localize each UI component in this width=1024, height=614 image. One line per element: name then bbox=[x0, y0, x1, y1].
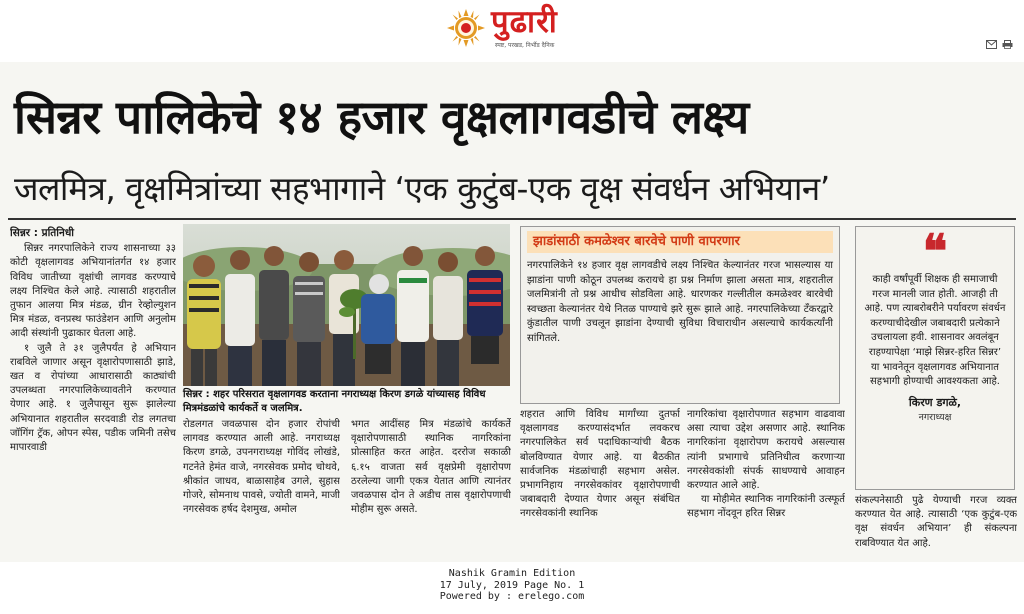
paragraph: शहरात आणि विविध मार्गांच्या दुतर्फा वृक्षलागवड करण्यासंदर्भात लवकरच नगरपालिकेत सर्व पदाधिकाऱ्यांची बैठक बोलविण्यात येणार आहे. या बैठकीत सार्वजनिक मंडळांचाही सहभाग असेल. प्रभागनिहाय नगरसेवकांवर वृक्षारोपणाची जबाबदारी देण्यात येणार असून संबंधित नगरसेवकांनी स्थानिक bbox=[520, 409, 680, 520]
quote-mark-icon: ❝ bbox=[922, 224, 948, 278]
quote-box bbox=[855, 226, 1015, 490]
box-body: नगरपालिकेने १४ हजार वृक्ष लागवडीचे लक्ष्य निश्चित केल्यानंतर गरज भासल्यास या झाडांना पाणी कोठून उपलब्ध करायचे हा प्रश्न निर्माण झाला असता मात्र, शहरातील जलमित्रांनी तो प्रश्न आधीच सोडविला आहे. धारणकर गल्लीतील कमळेश्वर बारवेची स्वच्छता केल्यानंतर येथे नितळ पाण्याचे झरे सुरू झाले आहे. नगरपालिकेच्या टॅंकरद्वारे कुंडातील पाणी उचलून झाडांना देण्याची सुविधा विचाराधीन असल्याचे कार्यकर्त्यांनी सांगितले. bbox=[527, 260, 833, 344]
edition-date-page: 17 July, 2019 Page No. 1 bbox=[439, 579, 585, 591]
photo-caption: सिन्नर : शहर परिसरात वृक्षलागवड करताना नगराध्यक्ष किरण डगळे यांच्यासह विविध मित्रमंडळांचे कार्यकर्ते व जलमित्र. bbox=[183, 389, 486, 414]
article-column-5 bbox=[687, 408, 845, 560]
article-column-6 bbox=[855, 494, 1017, 560]
quote-text: काही वर्षांपूर्वी शिक्षक ही समाजाची गरज मानली जात होती. आजही ती आहे. पण त्याबरोबरीने पर्यावरण संवर्धन करण्याचीदेखील जबाबदारी प्रत्येकाने उचलायला हवी. शासनावर अवलंबून राहण्यापेक्षा ‘माझे सिन्नर-हरित सिन्नर’ या भावनेतून वृक्षलागवड अभियानात सहभागी होण्याची आवश्यकता आहे. bbox=[864, 274, 1006, 388]
article-column-3 bbox=[351, 418, 511, 560]
paragraph: भगत आदींसह मित्र मंडळांचे कार्यकर्ते वृक्षारोपणासाठी स्थानिक नागरिकांना प्रोत्साहित करत आहेत. दररोज सकाळी ६.१५ वाजता सर्व वृक्षप्रेमी वृक्षारोपण ठरलेल्या जागी एकत्र येतात आणि त्यानंतर जवळपास दोन ते अडीच तास वृक्षारोपणाची मोहीम सुरू असते. bbox=[351, 419, 511, 516]
paragraph: या मोहीमेत स्थानिक नागरिकांनी उत्स्फूर्त सहभाग नोंदवून हरित सिन्नर bbox=[687, 494, 845, 520]
sidebar-story-box bbox=[520, 226, 840, 404]
sun-emblem-icon bbox=[446, 8, 486, 48]
article-subheadline: जलमित्र, वृक्षमित्रांच्या सहभागाने ‘एक कुटुंब-एक वृक्ष संवर्धन अभियान’ bbox=[14, 169, 830, 208]
paragraph: रोडलगत जवळपास दोन हजार रोपांची लागवड करण्यात आली आहे. नगराध्यक्ष किरण डगळे, उपनगराध्यक्ष गोविंद लोखंडे, गटनेते हेमंत वाजे, नगरसेवक प्रमोद चोथवे, श्रीकांत जाधव, बाळासाहेब उगले, सुहास गोजरे, सोमनाथ पावसे, ज्योती वामने, माजी नगरसेवक हर्षद देशमुख, अमोल bbox=[183, 419, 340, 516]
quote-author-role: नगराध्यक्ष bbox=[918, 411, 952, 423]
box-title: झाडांसाठी कमळेश्वर बारवेचे पाणी वापरणार bbox=[527, 231, 833, 253]
divider bbox=[8, 218, 1016, 220]
mail-icon[interactable] bbox=[986, 40, 997, 49]
edition-name: Nashik Gramin Edition bbox=[448, 568, 576, 579]
news-photo bbox=[183, 224, 510, 386]
edition-footer bbox=[0, 562, 1024, 614]
paragraph: संकल्पनेसाठी पुढे येण्याची गरज व्यक्त करण्यात येत आहे. त्यासाठी ‘एक कुटुंब-एक वृक्ष संवर्धन अभियान’ ही संकल्पना राबविण्यात येत आहे. bbox=[855, 495, 1017, 549]
quote-author: किरण डगळे, bbox=[908, 395, 962, 409]
article-headline: सिन्नर पालिकेचे १४ हजार वृक्षलागवडीचे लक्ष्य bbox=[14, 90, 749, 144]
print-icon[interactable] bbox=[1002, 40, 1013, 49]
paragraph: नागरिकांचा वृक्षारोपणात सहभाग वाढवावा असा त्याचा उद्देश असणार आहे. स्थानिक नागरिकांना वृक्षारोपण करायचे असल्यास त्यांनी प्रभागाचे प्रतिनिधीत्व करणाऱ्या नगरसेवकांशी संपर्क साधण्याचे आवाहन करण्यात आले आहे. bbox=[687, 409, 845, 492]
photo bbox=[183, 224, 510, 386]
article-column-1 bbox=[10, 226, 176, 560]
powered-by-link[interactable]: Powered by : erelego.com bbox=[439, 591, 585, 602]
paragraph: १ जुलै ते ३१ जुलैपर्यंत हे अभियान राबविले जाणार असून वृक्षारोपणासाठी झाडे, खत व रोपांच्या आधारासाठी काठ्यांची उपलब्धता नगरपालिकेच्यावतीने करण्यात येणार आहे. १ जुलैपासून सुरू झालेल्या अभियानात शहरातील सरदवाडी रोड लगतचा जॉगिंग ट्रॅक, ओपन स्पेस, पडीक जमिनी तसेच मापारवाडी bbox=[10, 342, 176, 454]
newspaper-logo: पुढारी bbox=[491, 4, 558, 40]
article-column-4 bbox=[520, 408, 680, 560]
article-column-2 bbox=[183, 418, 340, 560]
logo-tagline: स्पष्ट, परखड, निर्भीड दैनिक bbox=[495, 42, 555, 49]
masthead bbox=[0, 0, 1024, 62]
dateline: सिन्नर : प्रतिनिधी bbox=[10, 227, 75, 239]
news-clipping bbox=[0, 62, 1024, 562]
paragraph: सिन्नर नगरपालिकेने राज्य शासनाच्या ३३ कोटी वृक्षलागवड अभियानांतर्गत १४ हजार विविध जातीच्या वृक्षांची लागवड करण्याचे लक्ष्य निश्चित केले आहे. त्यासाठी शहरातील तुफान आलया मित्र मंडळ, ग्रीन रेव्होल्युशन मित्र मंडळ, वनप्रस्थ फाउंडेशन आणि अनुलोम आदी संस्थांनी पुढाकार घेतला आहे. bbox=[10, 243, 176, 340]
